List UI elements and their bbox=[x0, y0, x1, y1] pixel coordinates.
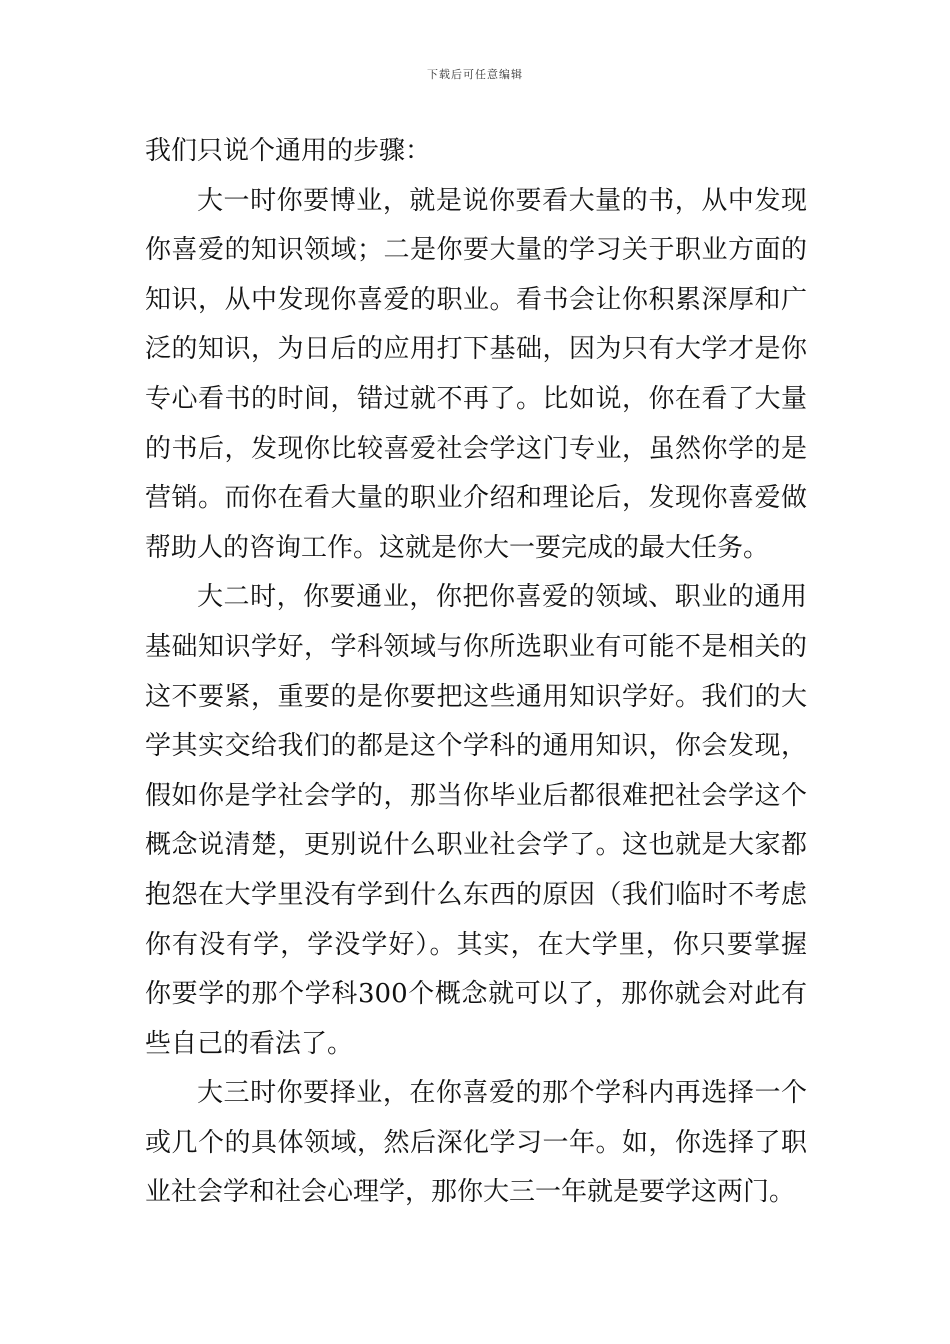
paragraph-first-year: 大一时你要博业，就是说你要看大量的书，从中发现你喜爱的知识领域；二是你要大量的学习关于职业方面的知识，从中发现你喜爱的职业。看书会让你积累深厚和广泛的知识，为日后的应用打下基础，因为只有大学才是你专心看书的时间，错过就不再了。比如说，你在看了大量的书后，发现你比较喜爱社会学这门专业，虽然你学的是营销。而你在看大量的职业介绍和理论后，发现你喜爱做帮助人的咨询工作。这就是你大一要完成的最大任务。 bbox=[145, 185, 807, 563]
paragraph-second-year: 大二时，你要通业，你把你喜爱的领域、职业的通用基础知识学好，学科领域与你所选职业有可能不是相关的这不要紧，重要的是你要把这些通用知识学好。我们的大学其实交给我们的都是这个学科的通用知识，你会发现，假如你是学社会学的，那当你毕业后都很难把社会学这个概念说清楚，更别说什么职业社会学了。这也就是大家都抱怨在大学里没有学到什么东西的原因（我们临时不考虑你有没有学，学没学好）。其实，在大学里，你只要掌握你要学的那个学科300个概念就可以了，那你就会对此有些自己的看法了。 bbox=[145, 582, 807, 1059]
page-header-note: 下载后可任意编辑 bbox=[427, 68, 523, 81]
document-body bbox=[145, 127, 807, 1218]
paragraph-third-year: 大三时你要择业，在你喜爱的那个学科内再选择一个或几个的具体领域，然后深化学习一年。如，你选择了职业社会学和社会心理学，那你大三一年就是要学这两门。 bbox=[145, 1078, 807, 1208]
paragraph-intro: 我们只说个通用的步骤： bbox=[145, 136, 432, 166]
